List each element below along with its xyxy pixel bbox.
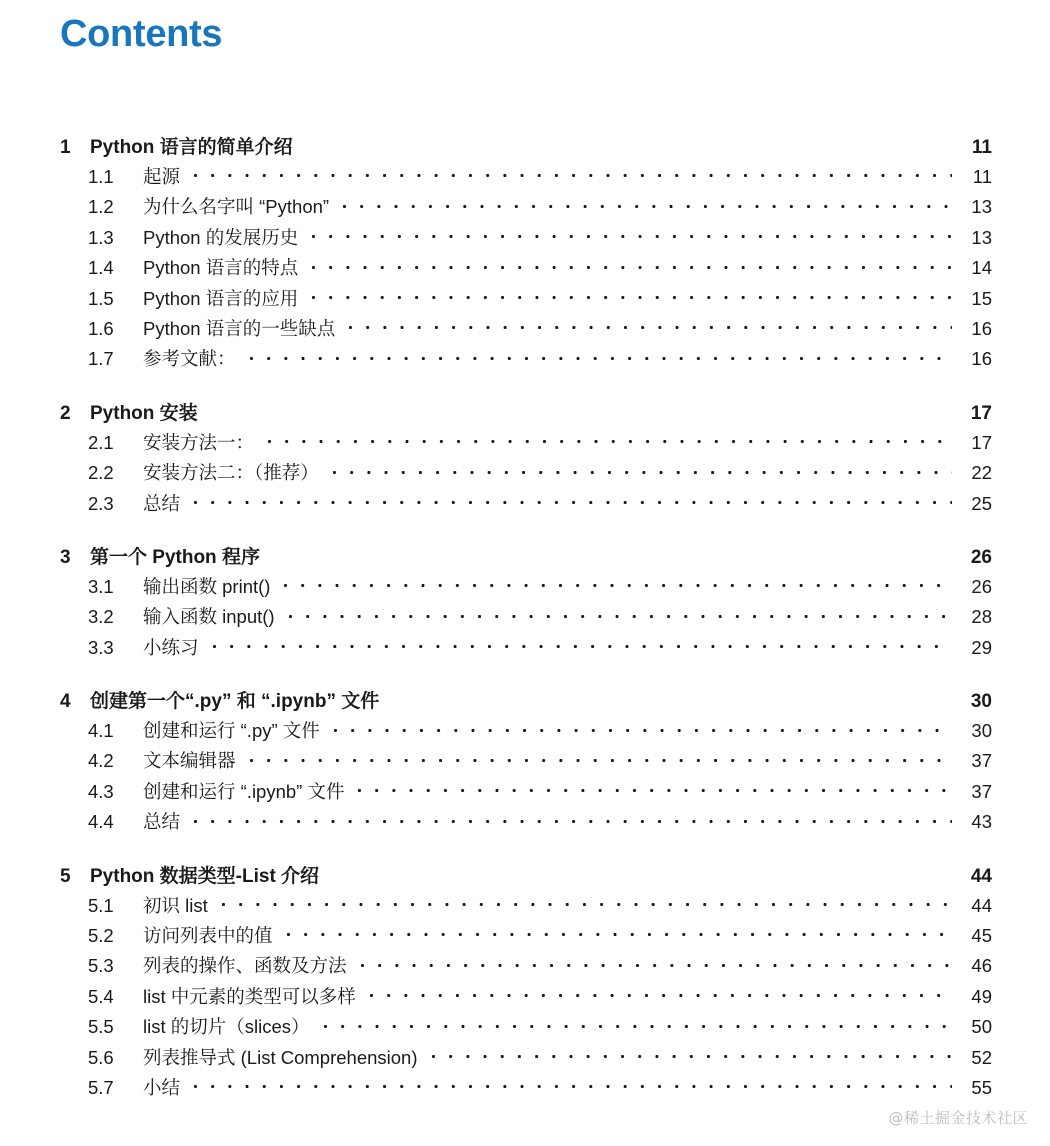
toc-chapter-number: 1 (60, 137, 71, 158)
toc-chapter-number: 4 (60, 691, 71, 713)
toc-section-page-number: 43 (971, 811, 992, 833)
toc-section-title: list 的切片（slices） (143, 1016, 310, 1038)
toc-section-page-number: 55 (971, 1076, 992, 1098)
toc-chapter-row[interactable] (0, 398, 1050, 429)
toc-chapter-row[interactable] (0, 542, 1050, 573)
toc-section-page-number: 46 (971, 955, 992, 977)
toc-section-title: 访问列表中的值 (143, 925, 273, 947)
toc-section-number: 3.3 (88, 636, 114, 658)
dot-leader (250, 749, 952, 768)
toc-section-number: 5.7 (88, 1076, 114, 1098)
toc-chapter-page-number: 11 (971, 137, 992, 158)
toc-section-row[interactable] (0, 952, 1050, 982)
toc-chapter-title: 第一个 Python 程序 (90, 546, 260, 568)
dot-leader (289, 605, 952, 624)
toc-chapter-number: 2 (60, 402, 71, 424)
toc-section-row[interactable] (0, 603, 1050, 633)
dot-leader (268, 430, 952, 449)
toc-section-number: 2.1 (88, 431, 114, 453)
toc-section-row[interactable] (0, 892, 1050, 922)
toc-section-number: 5.6 (88, 1046, 114, 1068)
toc-section-page-number: 50 (971, 1016, 992, 1038)
dot-leader (194, 1075, 952, 1094)
toc-chapter-row[interactable] (0, 861, 1050, 892)
toc-chapter-page-number: 30 (970, 691, 992, 713)
toc-section-number: 1.2 (88, 196, 114, 218)
toc-chapter-page-number: 44 (970, 865, 992, 887)
dot-leader (212, 400, 952, 419)
toc-section-number: 5.5 (88, 1016, 114, 1038)
toc-section-title: 参考文献： (143, 348, 236, 370)
toc-section-title: Python 语言的应用 (143, 287, 299, 309)
toc-section-page-number: 52 (971, 1046, 992, 1068)
toc-section-row[interactable] (0, 634, 1050, 664)
toc-section-page-number: 28 (971, 606, 992, 628)
dot-leader (250, 347, 952, 366)
toc-section-number: 4.1 (88, 720, 114, 742)
dot-leader (312, 286, 952, 305)
toc-section-row[interactable] (0, 922, 1050, 952)
toc-section-title: 文本编辑器 (143, 750, 236, 772)
toc-section-row[interactable] (0, 459, 1050, 489)
toc-chapter-number: 5 (60, 865, 71, 887)
toc-chapter-block (0, 861, 1050, 1105)
table-of-contents (0, 132, 1050, 1104)
dot-leader (343, 195, 952, 214)
dot-leader (333, 863, 952, 882)
toc-chapter-title: Python 安装 (90, 402, 198, 424)
toc-chapter-title: Python 语言的简单介绍 (90, 137, 293, 158)
toc-section-row[interactable] (0, 1013, 1050, 1043)
toc-section-row[interactable] (0, 254, 1050, 284)
toc-section-title: 初识 list (143, 894, 208, 916)
toc-section-title: 输入函数 input() (143, 606, 275, 628)
toc-chapter-page-number: 17 (970, 402, 992, 424)
toc-chapter-block (0, 686, 1050, 839)
toc-section-title: 小结 (143, 1076, 181, 1098)
toc-section-title: 创建和运行 “.ipynb” 文件 (143, 780, 345, 802)
toc-section-number: 5.4 (88, 985, 114, 1007)
toc-section-page-number: 37 (971, 780, 992, 802)
toc-chapter-title: Python 数据类型-List 介绍 (90, 865, 320, 887)
toc-section-row[interactable] (0, 1074, 1050, 1104)
toc-section-row[interactable] (0, 163, 1050, 193)
toc-section-row[interactable] (0, 747, 1050, 777)
dot-leader (194, 491, 952, 510)
toc-section-row[interactable] (0, 490, 1050, 520)
dot-leader (358, 779, 952, 798)
toc-section-title: Python 语言的一些缺点 (143, 317, 336, 339)
toc-section-page-number: 26 (971, 575, 992, 597)
toc-section-page-number: 14 (971, 257, 992, 279)
toc-section-row[interactable] (0, 1044, 1050, 1074)
toc-section-number: 1.7 (88, 348, 114, 370)
toc-section-row[interactable] (0, 315, 1050, 345)
toc-section-row[interactable] (0, 224, 1050, 254)
watermark: @稀土掘金技术社区 (888, 1109, 1028, 1127)
toc-section-row[interactable] (0, 983, 1050, 1013)
toc-section-title: 总结 (143, 492, 181, 514)
dot-leader (213, 635, 952, 654)
toc-section-number: 5.3 (88, 955, 114, 977)
toc-section-title: 输出函数 print() (143, 575, 271, 597)
toc-section-page-number: 15 (971, 287, 992, 309)
toc-section-row[interactable] (0, 717, 1050, 747)
dot-leader (370, 984, 952, 1003)
toc-section-title: 为什么名字叫 “Python” (143, 196, 330, 218)
toc-chapter-block (0, 132, 1050, 376)
toc-section-number: 1.4 (88, 257, 114, 279)
toc-section-row[interactable] (0, 285, 1050, 315)
toc-section-row[interactable] (0, 345, 1050, 375)
toc-section-number: 4.2 (88, 750, 114, 772)
dot-leader (393, 688, 952, 707)
toc-section-page-number: 44 (971, 894, 992, 916)
toc-chapter-block (0, 398, 1050, 520)
dot-leader (312, 225, 952, 244)
toc-section-page-number: 37 (971, 750, 992, 772)
toc-section-row[interactable] (0, 573, 1050, 603)
toc-section-title: 总结 (143, 811, 181, 833)
toc-chapter-row[interactable] (0, 132, 1050, 163)
toc-section-number: 1.5 (88, 287, 114, 309)
dot-leader (307, 134, 952, 153)
dot-leader (333, 461, 952, 480)
toc-section-page-number: 45 (971, 925, 992, 947)
toc-section-title: 安装方法二：（推荐） (143, 462, 319, 484)
dot-leader (194, 165, 952, 184)
dot-leader (324, 1015, 952, 1034)
toc-section-number: 1.1 (88, 166, 114, 187)
toc-section-page-number: 16 (971, 348, 992, 370)
toc-section-number: 4.3 (88, 780, 114, 802)
toc-section-number: 3.2 (88, 606, 114, 628)
toc-section-page-number: 49 (971, 985, 992, 1007)
toc-section-number: 2.2 (88, 462, 114, 484)
toc-section-page-number: 11 (972, 166, 992, 187)
toc-section-title: 起源 (143, 166, 181, 187)
toc-section-number: 2.3 (88, 492, 114, 514)
toc-section-title: 创建和运行 “.py” 文件 (143, 720, 320, 742)
toc-section-title: 列表的操作、函数及方法 (143, 955, 347, 977)
toc-section-page-number: 22 (971, 462, 992, 484)
toc-chapter-title: 创建第一个“.py” 和 “.ipynb” 文件 (90, 691, 380, 713)
toc-section-title: Python 语言的特点 (143, 257, 299, 279)
toc-chapter-row[interactable] (0, 686, 1050, 717)
toc-section-row[interactable] (0, 778, 1050, 808)
toc-chapter-page-number: 26 (970, 546, 992, 568)
toc-chapter-block (0, 542, 1050, 664)
toc-section-title: 列表推导式 (List Comprehension) (143, 1046, 418, 1068)
dot-leader (222, 893, 952, 912)
toc-section-page-number: 25 (971, 492, 992, 514)
toc-section-row[interactable] (0, 808, 1050, 838)
toc-section-page-number: 17 (971, 431, 992, 453)
toc-section-page-number: 16 (971, 317, 992, 339)
toc-section-title: 小练习 (143, 636, 199, 658)
dot-leader (284, 574, 952, 593)
toc-section-title: Python 的发展历史 (143, 226, 299, 248)
dot-leader (194, 810, 952, 829)
dot-leader (287, 924, 952, 943)
toc-section-number: 5.2 (88, 925, 114, 947)
toc-section-number: 3.1 (88, 575, 114, 597)
toc-section-page-number: 29 (971, 636, 992, 658)
toc-section-number: 1.3 (88, 226, 114, 248)
dot-leader (334, 719, 952, 738)
dot-leader (312, 256, 952, 275)
toc-section-page-number: 30 (971, 720, 992, 742)
dot-leader (349, 316, 952, 335)
toc-section-page-number: 13 (971, 196, 992, 218)
toc-section-title: list 中元素的类型可以多样 (143, 985, 356, 1007)
toc-section-page-number: 13 (971, 226, 992, 248)
toc-chapter-number: 3 (60, 546, 71, 568)
dot-leader (274, 544, 952, 563)
toc-section-row[interactable] (0, 429, 1050, 459)
toc-section-row[interactable] (0, 193, 1050, 223)
dot-leader (432, 1045, 953, 1064)
page-title: Contents (60, 13, 223, 55)
toc-section-number: 5.1 (88, 894, 114, 916)
toc-section-title: 安装方法一： (143, 431, 255, 453)
dot-leader (361, 954, 952, 973)
toc-section-number: 4.4 (88, 811, 114, 833)
toc-section-number: 1.6 (88, 317, 114, 339)
